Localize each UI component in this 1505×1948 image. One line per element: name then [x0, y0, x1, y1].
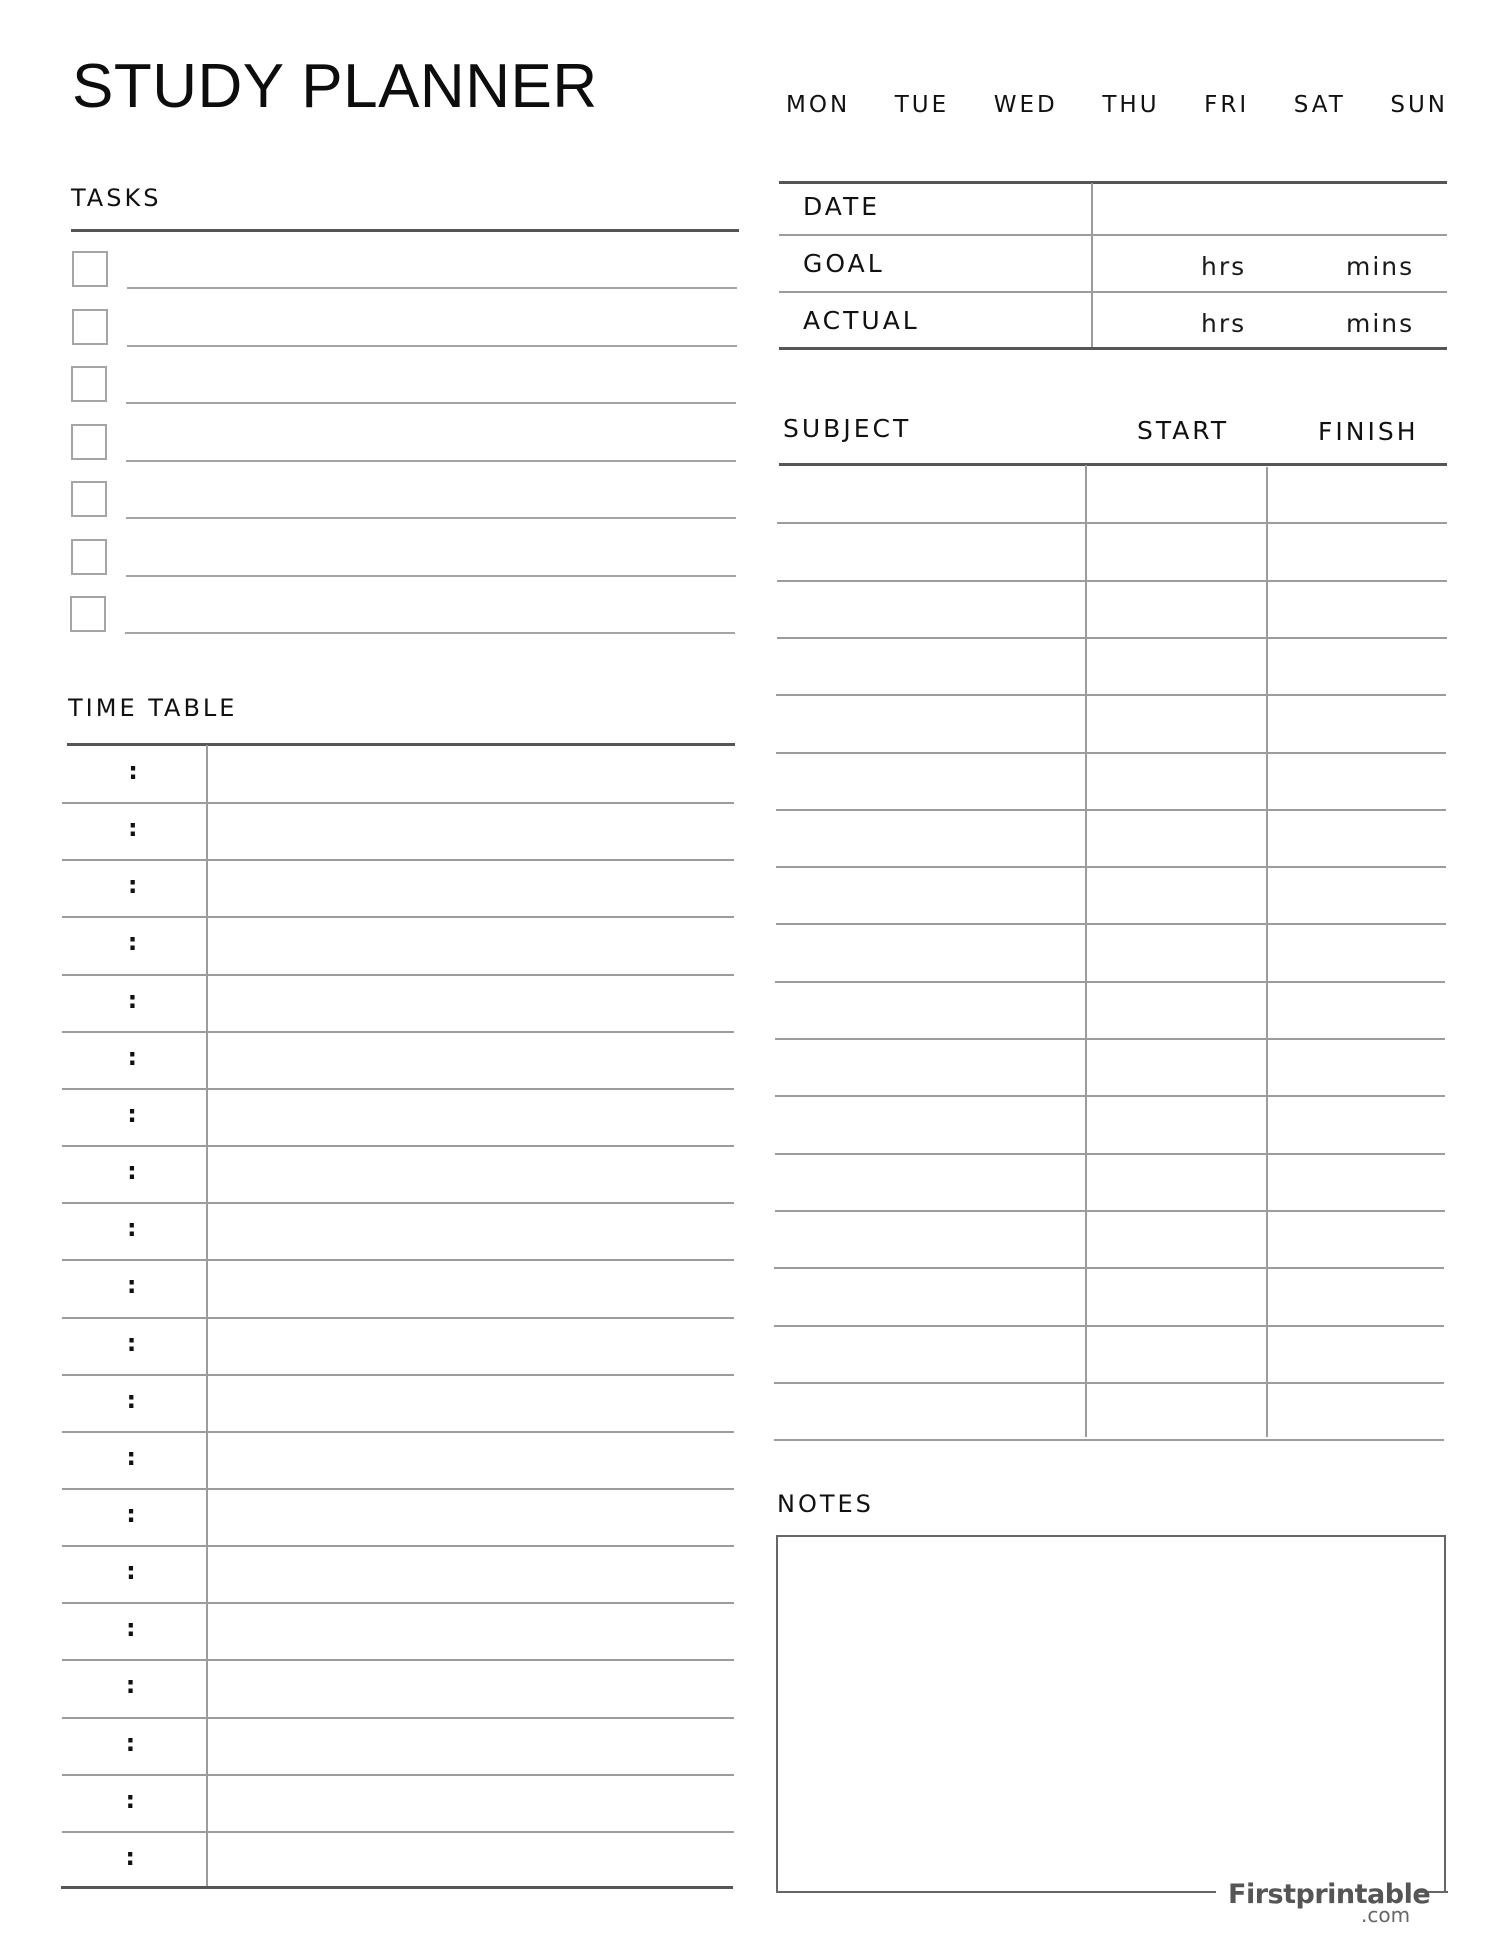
- subject-field[interactable]: [777, 582, 1083, 635]
- time-separator: :: [127, 928, 138, 957]
- subject-row: [777, 809, 1447, 866]
- subject-row: [777, 522, 1447, 579]
- timetable-row: [62, 1202, 734, 1259]
- finish-time-field[interactable]: [1269, 1097, 1445, 1150]
- start-time-field[interactable]: [1087, 868, 1265, 921]
- activity-field[interactable]: [208, 859, 732, 914]
- activity-field[interactable]: [208, 1259, 732, 1314]
- time-separator: :: [128, 757, 138, 785]
- subject-row: [777, 1325, 1447, 1382]
- activity-field[interactable]: [208, 916, 732, 971]
- day-thu[interactable]: THU: [1102, 92, 1160, 118]
- activity-field[interactable]: [208, 1317, 732, 1372]
- time-separator: :: [126, 1499, 136, 1528]
- day-mon[interactable]: MON: [786, 92, 851, 118]
- timetable-row: [62, 1259, 734, 1316]
- timetable-row: [62, 745, 734, 802]
- summary-rule-1: [779, 234, 1447, 236]
- finish-time-field[interactable]: [1269, 1384, 1445, 1437]
- notes-heading: NOTES: [777, 1490, 874, 1518]
- timetable-row: [62, 916, 734, 973]
- finish-time-field[interactable]: [1269, 1155, 1445, 1208]
- goal-hours-field[interactable]: [1095, 237, 1195, 289]
- task-checkbox[interactable]: [71, 539, 107, 575]
- date-field[interactable]: [1095, 185, 1445, 233]
- timetable-row: [62, 802, 734, 859]
- subject-field[interactable]: [777, 754, 1083, 807]
- timetable-row: [62, 1831, 734, 1888]
- subject-row: [777, 1038, 1447, 1095]
- timetable-row: [62, 1488, 734, 1545]
- timetable-row-rule: [62, 1602, 734, 1604]
- date-label: DATE: [803, 192, 881, 221]
- day-fri[interactable]: FRI: [1204, 92, 1250, 118]
- timetable-row: [62, 1317, 734, 1374]
- timetable-row: [62, 974, 734, 1031]
- activity-field[interactable]: [208, 1717, 732, 1772]
- task-underline: [126, 575, 736, 577]
- activity-field[interactable]: [208, 1774, 732, 1829]
- task-checkbox[interactable]: [71, 424, 107, 460]
- activity-field[interactable]: [208, 1831, 732, 1886]
- summary-rule-2: [779, 291, 1447, 293]
- subject-row: [777, 1267, 1447, 1324]
- subject-row: [777, 637, 1447, 694]
- finish-time-field[interactable]: [1269, 524, 1445, 577]
- timetable-row-rule: [62, 1659, 734, 1661]
- subject-field[interactable]: [777, 1327, 1083, 1380]
- time-separator: :: [126, 1385, 137, 1414]
- time-separator: :: [125, 1671, 136, 1700]
- subject-field[interactable]: [777, 983, 1083, 1036]
- summary-top-rule: [779, 181, 1447, 184]
- time-separator: :: [127, 871, 138, 900]
- subject-row: [777, 465, 1447, 522]
- subject-field[interactable]: [777, 868, 1083, 921]
- activity-field[interactable]: [208, 1659, 732, 1714]
- timetable-row-rule: [62, 1488, 734, 1490]
- subject-row: [777, 752, 1447, 809]
- start-time-field[interactable]: [1087, 639, 1265, 692]
- finish-column-header: FINISH: [1318, 417, 1419, 446]
- task-underline: [125, 632, 735, 634]
- time-separator: :: [127, 985, 138, 1014]
- task-underline: [126, 402, 736, 404]
- subject-row: [777, 1210, 1447, 1267]
- summary-column-divider: [1091, 183, 1093, 349]
- finish-time-field[interactable]: [1269, 754, 1445, 807]
- timetable-row: [62, 1431, 734, 1488]
- timetable-row-rule: [62, 1202, 734, 1204]
- start-time-field[interactable]: [1087, 1384, 1265, 1437]
- subject-row: [777, 923, 1447, 980]
- day-sun[interactable]: SUN: [1390, 92, 1448, 118]
- time-separator: :: [125, 1785, 136, 1814]
- activity-field[interactable]: [208, 1431, 732, 1486]
- brand-logo-suffix: .com: [1361, 1903, 1411, 1927]
- start-time-field[interactable]: [1087, 1212, 1265, 1265]
- finish-time-field[interactable]: [1269, 983, 1445, 1036]
- finish-time-field[interactable]: [1269, 696, 1445, 749]
- timetable-row-rule: [62, 1374, 734, 1376]
- timetable-row: [62, 1031, 734, 1088]
- timetable-row: [62, 1545, 734, 1602]
- start-column-header: START: [1137, 416, 1230, 445]
- actual-label: ACTUAL: [803, 306, 920, 335]
- activity-field[interactable]: [208, 1088, 732, 1143]
- task-checkbox[interactable]: [72, 251, 108, 287]
- subject-row: [777, 694, 1447, 751]
- actual-minutes-field[interactable]: [1255, 294, 1345, 346]
- day-selector: [786, 94, 1448, 117]
- timetable-row-rule: [62, 859, 734, 861]
- brand-logo: Firstprintable: [1228, 1879, 1431, 1910]
- activity-field[interactable]: [208, 1545, 732, 1600]
- activity-field[interactable]: [208, 1031, 732, 1086]
- finish-time-field[interactable]: [1269, 868, 1445, 921]
- subject-field[interactable]: [777, 811, 1083, 864]
- task-input[interactable]: [127, 305, 737, 343]
- activity-field[interactable]: [208, 974, 732, 1029]
- time-separator: :: [127, 1042, 138, 1071]
- timetable-row: [62, 1717, 734, 1774]
- timetable-row-rule: [62, 1145, 734, 1147]
- timetable-row-rule: [62, 1774, 734, 1776]
- finish-time-field[interactable]: [1269, 1212, 1445, 1265]
- timetable-row-rule: [62, 1545, 734, 1547]
- task-input[interactable]: [127, 592, 737, 630]
- tasks-heading: TASKS: [71, 184, 162, 212]
- timetable-row-rule: [62, 1317, 734, 1319]
- timetable-row-rule: [62, 1259, 734, 1261]
- day-tue[interactable]: TUE: [894, 92, 950, 118]
- subject-row: [777, 1382, 1447, 1439]
- timetable-row: [62, 1145, 734, 1202]
- timetable-row: [62, 859, 734, 916]
- start-time-field[interactable]: [1087, 1097, 1265, 1150]
- start-time-field[interactable]: [1087, 467, 1265, 520]
- start-time-field[interactable]: [1087, 1040, 1265, 1093]
- activity-field[interactable]: [208, 1145, 732, 1200]
- time-separator: :: [126, 1442, 136, 1471]
- time-separator: :: [127, 1157, 137, 1186]
- start-time-field[interactable]: [1087, 582, 1265, 635]
- task-underline: [127, 287, 737, 289]
- finish-time-field[interactable]: [1269, 467, 1445, 520]
- subject-field[interactable]: [777, 1269, 1083, 1322]
- time-separator: :: [125, 1728, 136, 1757]
- time-separator: :: [126, 1214, 137, 1243]
- notes-field[interactable]: [776, 1535, 1446, 1893]
- summary-bottom-rule: [779, 347, 1447, 350]
- activity-field[interactable]: [208, 1488, 732, 1543]
- goal-minutes-unit: mins: [1346, 252, 1415, 281]
- timetable-row: [62, 1602, 734, 1659]
- activity-field[interactable]: [208, 1374, 732, 1429]
- actual-minutes-unit: mins: [1346, 309, 1415, 338]
- subject-row: [777, 1095, 1447, 1152]
- finish-time-field[interactable]: [1269, 925, 1445, 978]
- time-separator: :: [125, 1614, 136, 1643]
- task-checkbox[interactable]: [71, 366, 107, 402]
- finish-time-field[interactable]: [1269, 1269, 1445, 1322]
- subject-field[interactable]: [777, 1097, 1083, 1150]
- subject-field[interactable]: [777, 925, 1083, 978]
- page-title: STUDY PLANNER: [72, 52, 598, 121]
- task-checkbox[interactable]: [71, 481, 107, 517]
- subject-column-header: SUBJECT: [783, 414, 912, 443]
- day-wed[interactable]: WED: [993, 92, 1058, 118]
- notes-bottom-rule: [776, 1891, 1216, 1893]
- start-time-field[interactable]: [1087, 1269, 1265, 1322]
- activity-field[interactable]: [208, 1602, 732, 1657]
- timetable-row-rule: [62, 1831, 734, 1833]
- start-time-field[interactable]: [1087, 925, 1265, 978]
- time-separator: :: [126, 1328, 137, 1357]
- task-underline: [127, 345, 737, 347]
- timetable-row-rule: [62, 1431, 734, 1433]
- timetable-row: [62, 1088, 734, 1145]
- timetable-row: [62, 1374, 734, 1431]
- activity-field[interactable]: [208, 802, 732, 857]
- timetable-heading: TIME TABLE: [68, 694, 238, 722]
- timetable-row-rule: [62, 1717, 734, 1719]
- subject-field[interactable]: [777, 524, 1083, 577]
- timetable-bottom-rule: [61, 1886, 733, 1889]
- task-underline: [126, 517, 736, 519]
- activity-field[interactable]: [208, 1202, 732, 1257]
- task-underline: [126, 460, 736, 462]
- goal-minutes-field[interactable]: [1255, 237, 1345, 289]
- time-separator: :: [127, 1099, 137, 1128]
- finish-time-field[interactable]: [1269, 1327, 1445, 1380]
- task-checkbox[interactable]: [72, 309, 108, 345]
- start-time-field[interactable]: [1087, 1155, 1265, 1208]
- time-separator: :: [126, 1271, 137, 1300]
- timetable-row: [62, 1774, 734, 1831]
- start-time-field[interactable]: [1087, 696, 1265, 749]
- day-sat[interactable]: SAT: [1293, 92, 1346, 118]
- task-input[interactable]: [127, 362, 737, 400]
- timetable-row-rule: [62, 916, 734, 918]
- start-time-field[interactable]: [1087, 811, 1265, 864]
- timetable-row-rule: [62, 1031, 734, 1033]
- timetable-row-rule: [62, 802, 734, 804]
- activity-field[interactable]: [208, 745, 732, 800]
- time-separator: :: [126, 1557, 136, 1586]
- actual-hours-unit: hrs: [1201, 309, 1247, 338]
- subject-field[interactable]: [777, 1155, 1083, 1208]
- subject-row: [777, 580, 1447, 637]
- task-input[interactable]: [127, 247, 737, 285]
- start-time-field[interactable]: [1087, 524, 1265, 577]
- actual-hours-field[interactable]: [1095, 294, 1195, 346]
- subject-row: [777, 866, 1447, 923]
- subject-row: [777, 981, 1447, 1038]
- subject-field[interactable]: [777, 639, 1083, 692]
- time-separator: :: [128, 814, 138, 843]
- task-input[interactable]: [127, 535, 737, 573]
- timetable-row-rule: [62, 1088, 734, 1090]
- subject-field[interactable]: [777, 1212, 1083, 1265]
- task-input[interactable]: [127, 420, 737, 458]
- start-time-field[interactable]: [1087, 754, 1265, 807]
- tasks-heading-rule: [71, 229, 739, 232]
- finish-time-field[interactable]: [1269, 639, 1445, 692]
- start-time-field[interactable]: [1087, 1327, 1265, 1380]
- subject-field[interactable]: [777, 467, 1083, 520]
- subject-field[interactable]: [777, 1040, 1083, 1093]
- start-time-field[interactable]: [1087, 983, 1265, 1036]
- subject-field[interactable]: [777, 1384, 1083, 1437]
- subject-row-rule: [774, 1439, 1444, 1441]
- finish-time-field[interactable]: [1269, 582, 1445, 635]
- task-input[interactable]: [127, 477, 737, 515]
- goal-label: GOAL: [803, 249, 885, 278]
- task-checkbox[interactable]: [70, 596, 106, 632]
- timetable-row: [62, 1659, 734, 1716]
- finish-time-field[interactable]: [1269, 1040, 1445, 1093]
- subject-row: [777, 1153, 1447, 1210]
- time-separator: :: [125, 1842, 135, 1871]
- timetable-row-rule: [62, 974, 734, 976]
- subject-field[interactable]: [777, 696, 1083, 749]
- finish-time-field[interactable]: [1269, 811, 1445, 864]
- goal-hours-unit: hrs: [1201, 252, 1247, 281]
